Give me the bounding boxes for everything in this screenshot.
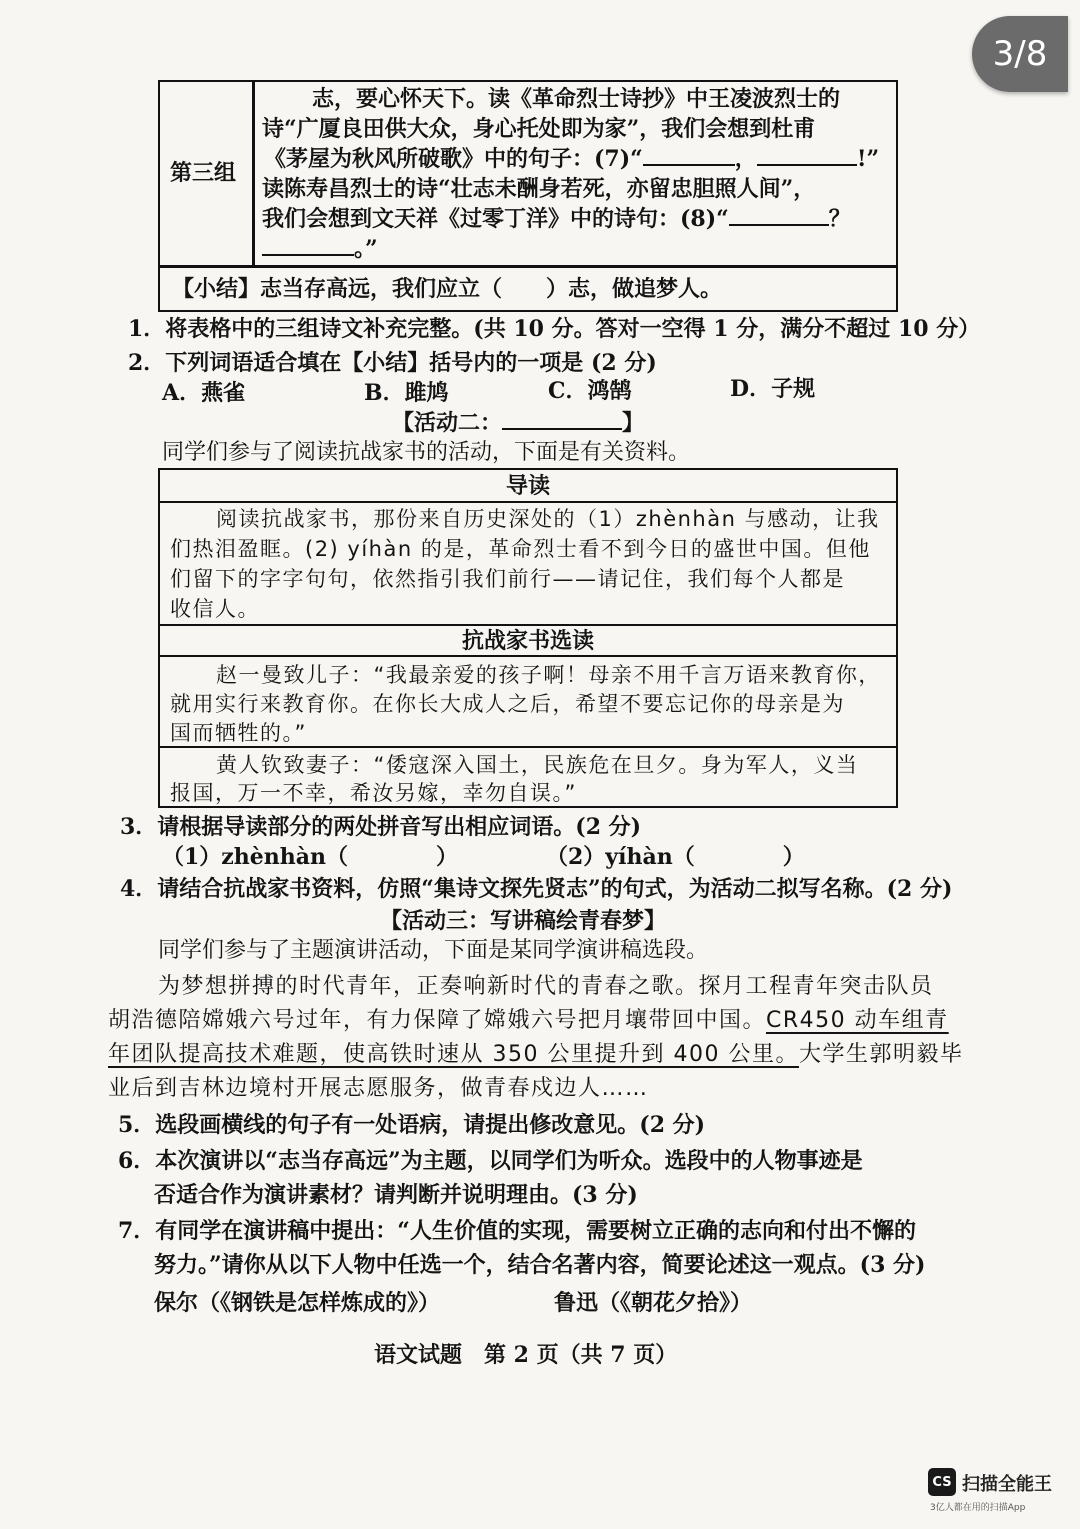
guide-line: 们留下的字字句句，依然指引我们前行——请记住，我们每个人都是: [170, 567, 845, 591]
table-line-8: [262, 204, 851, 234]
group-label: 第三组: [170, 160, 237, 186]
question-mark: ？: [828, 206, 851, 232]
question-1: 1．将表格中的三组诗文补充完整。(共 10 分。答对一空得 1 分，满分不超过 10 分）: [128, 316, 981, 342]
speech-line: 为梦想拼搏的时代青年，正奏响新时代的青春之歌。探月工程青年突击队员: [158, 974, 934, 999]
page-indicator-badge: 3/8: [972, 16, 1068, 92]
question-5: 5．选段画横线的句子有一处语病，请提出修改意见。(2 分): [118, 1112, 706, 1138]
period: 。”: [354, 236, 378, 262]
table-line-text: 我们会想到文天祥《过零丁洋》中的诗句：(8)“: [262, 206, 729, 232]
question-4: 4．请结合抗战家书资料，仿照“集诗文探先贤志”的句式，为活动二拟写名称。(2 分): [120, 876, 953, 902]
question-3-b: （2）yíhàn（ ）: [546, 844, 805, 870]
table-line: 志，要心怀天下。读《革命烈士诗抄》中王凌波烈士的: [312, 86, 841, 112]
guide-line: 收信人。: [170, 597, 260, 621]
activity-3-intro: 同学们参与了主题演讲活动，下面是某同学演讲稿选段。: [158, 938, 709, 963]
table-line-8-end: [262, 234, 378, 264]
activity-name-blank[interactable]: [502, 408, 622, 430]
question-7: 7．有同学在演讲稿中提出：“人生价值的实现，需要树立正确的志向和付出不懈的: [118, 1218, 916, 1244]
character-option: 鲁迅（《朝花夕拾》）: [554, 1290, 753, 1316]
activity-2-title: [392, 408, 644, 438]
letter-line: 国而牺牲的。”: [170, 721, 307, 745]
activity-2-title-right: 】: [622, 410, 645, 436]
activity-3-title: 【活动三：写讲稿绘青春梦】: [380, 908, 667, 934]
camscanner-icon: CS: [928, 1468, 956, 1496]
guide-header: 导读: [505, 473, 550, 499]
letter-line: 就用实行来教育你。在你长大成人之后，希望不要忘记你的母亲是为: [170, 692, 845, 716]
question-6-cont: 否适合作为演讲素材？请判断并说明理由。(3 分): [154, 1182, 638, 1208]
activity-2-intro: 同学们参与了阅读抗战家书的活动，下面是有关资料。: [162, 440, 691, 465]
option-b: B．雎鸠: [364, 380, 449, 406]
speech-text: 胡浩德陪嫦娥六号过年，有力保障了嫦娥六号把月壤带回中国。: [108, 1008, 767, 1033]
scanner-brand: [928, 1468, 1068, 1518]
question-6: 6．本次演讲以“志当存高远”为主题，以同学们为听众。选段中的人物事迹是: [118, 1148, 863, 1174]
letter-line: 黄人钦致妻子：“倭寇深入国土，民族危在旦夕。身为军人，义当: [216, 753, 859, 777]
answer-blank[interactable]: [643, 144, 735, 166]
summary: 【小结】志当存高远，我们应立（ ）志，做追梦人。: [172, 276, 723, 302]
option-d: D．子规: [730, 376, 816, 402]
comma: ，: [734, 146, 757, 172]
activity-2-title-left: 【活动二：: [392, 410, 503, 436]
letter-line: 赵一曼致儿子：“我最亲爱的孩子啊！母亲不用千言万语来教育你，: [216, 663, 881, 687]
table-divider: [252, 80, 255, 266]
underlined-sentence: 年团队提高技术难题，使高铁时速从 350 公里提升到 400 公里。: [108, 1042, 799, 1067]
letters-header: 抗战家书选读: [461, 628, 594, 654]
table-divider: [158, 265, 898, 268]
table-line: 诗“广厦良田供大众，身心托处即为家”，我们会想到杜甫: [262, 116, 816, 142]
option-c: C．鸿鹄: [548, 378, 632, 404]
guide-line: 们热泪盈眶。(2) yíhàn 的是，革命烈士看不到今日的盛世中国。但他: [170, 537, 871, 561]
exclaim: !”: [856, 146, 880, 172]
question-3: 3．请根据导读部分的两处拼音写出相应词语。(2 分): [120, 814, 642, 840]
question-2: 2．下列词语适合填在【小结】括号内的一项是 (2 分): [128, 350, 657, 376]
speech-text: 大学生郭明毅毕: [798, 1042, 964, 1067]
answer-blank[interactable]: [262, 234, 354, 256]
question-3-a: （1）zhènhàn（ ）: [162, 844, 459, 870]
guide-line: 阅读抗战家书，那份来自历史深处的（1）zhènhàn 与感动，让我: [216, 507, 880, 531]
character-option: 保尔（《钢铁是怎样炼成的》）: [154, 1290, 441, 1316]
scanner-name: 扫描全能王: [962, 1474, 1052, 1495]
speech-line: 业后到吉林边境村开展志愿服务，做青春戍边人……: [108, 1076, 649, 1101]
letter-line: 报国，万一不幸，希汝另嫁，幸勿自误。”: [170, 781, 577, 805]
page-footer: 语文试题 第 2 页（共 7 页）: [374, 1342, 678, 1368]
option-a: A．燕雀: [162, 380, 246, 406]
underlined-sentence: CR450 动车组青: [766, 1008, 949, 1033]
scanner-tagline: 3亿人都在用的扫描App: [930, 1503, 1026, 1513]
answer-blank[interactable]: [729, 204, 829, 226]
table-line-text: 《茅屋为秋风所破歌》中的句子：(7)“: [264, 146, 643, 172]
speech-line: [108, 1006, 949, 1036]
table-line: 读陈寿昌烈士的诗“壮志未酬身若死，亦留忠胆照人间”，: [262, 176, 816, 202]
table-line-7: [264, 144, 879, 174]
answer-blank[interactable]: [757, 144, 857, 166]
table-divider: [158, 501, 898, 503]
question-7-cont: 努力。”请你从以下人物中任选一个，结合名著内容，简要论述这一观点。(3 分): [154, 1252, 926, 1278]
speech-line: [108, 1040, 963, 1070]
